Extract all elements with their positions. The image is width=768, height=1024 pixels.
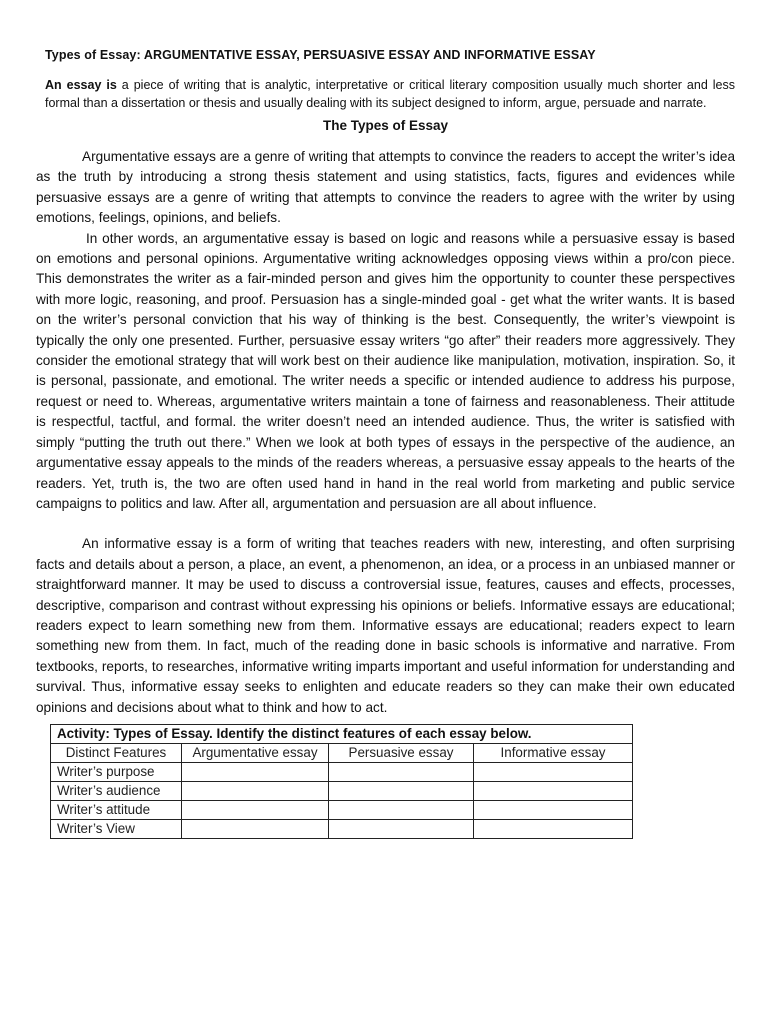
column-header-row <box>51 743 633 762</box>
answer-cell[interactable] <box>474 800 633 819</box>
activity-table <box>50 724 633 839</box>
section-title: The Types of Essay <box>322 118 449 133</box>
answer-cell[interactable] <box>474 762 633 781</box>
answer-cell[interactable] <box>329 781 474 800</box>
row-label-attitude: Writer’s attitude <box>51 800 182 819</box>
document-title: Types of Essay: ARGUMENTATIVE ESSAY, PERSUASIVE ESSAY AND INFORMATIVE ESSAY <box>45 48 596 62</box>
paragraph-informative: An informative essay is a form of writing that teaches readers with new, interesting, and often surprising facts and details about a person, a place, an event, a phenomenon, an idea, or a process in an unbiased manner or straightforward manner. It may be used to discuss a controversial issue, features, causes and effects, processes, descriptive, comparison and contrast without expressing his opinions or beliefs. Informative essays are educational; readers expect to learn something new from them. Informative essays are educational; readers expect to learn something new from them. In fact, much of the reading done in basic schools is informative and narrative. From textbooks, reports, to researches, informative writing imparts important and useful information for understanding and survival. Thus, informative essay seeks to enlighten and educate readers so they can make their own educated opinions and decisions about what to think and how to act. <box>36 536 735 715</box>
row-label-purpose: Writer’s purpose <box>51 762 182 781</box>
column-header-features: Distinct Features <box>51 743 182 762</box>
essay-definition <box>45 76 735 112</box>
definition-text: a piece of writing that is analytic, interpretative or critical literary composition usually much shorter and less formal than a dissertation or thesis and usually dealing with its subject designed to inform, argue, persuade and narrate. <box>45 78 735 110</box>
table-row <box>51 819 633 838</box>
answer-cell[interactable] <box>474 819 633 838</box>
table-row <box>51 781 633 800</box>
column-header-persuasive: Persuasive essay <box>329 743 474 762</box>
column-header-argumentative: Argumentative essay <box>182 743 329 762</box>
answer-cell[interactable] <box>329 819 474 838</box>
paragraph-comparison: In other words, an argumentative essay is based on logic and reasons while a persuasive essay is based on emotions and personal opinions. Argumentative writing acknowledges opposing views within a pro/con piece. This demonstrates the writer as a fair-minded person and gives him the opportunity to counter these perspectives with more logic, reasoning, and proof. Persuasion has a single-minded goal - get what the writer wants. It is based on the writer’s personal conviction that his way of thinking is the best. Consequently, the writer’s viewpoint is typically the only one presented. Further, persuasive essay writers “go after” their readers more aggressively. They consider the emotional strategy that will work best on their audience like manipulation, motivation, inspiration. So, it is personal, passionate, and emotional. The writer needs a specific or intended audience to address his purpose, request or need to. Whereas, argumentative writers maintain a tone of fairness and reasonableness. Their attitude is respectful, tactful, and formal. the writer doesn’t need an intended audience. Thus, the writer is satisfied with simply “putting the truth out there.” When we look at both types of essays in the perspective of the audience, an argumentative essay appeals to the minds of the readers whereas, a persuasive essay appeals to the hearts of the readers. Yet, truth is, the two are often used hand in hand in the real world from marketing and public service campaigns to politics and law. After all, argumentation and persuasion are all about influence. <box>36 230 735 511</box>
answer-cell[interactable] <box>182 800 329 819</box>
answer-cell[interactable] <box>182 781 329 800</box>
column-header-informative: Informative essay <box>474 743 633 762</box>
answer-cell[interactable] <box>182 762 329 781</box>
answer-cell[interactable] <box>329 762 474 781</box>
answer-cell[interactable] <box>329 800 474 819</box>
table-row <box>51 762 633 781</box>
answer-cell[interactable] <box>182 819 329 838</box>
answer-cell[interactable] <box>474 781 633 800</box>
row-label-view: Writer’s View <box>51 819 182 838</box>
row-label-audience: Writer’s audience <box>51 781 182 800</box>
activity-heading-row <box>51 724 633 743</box>
definition-term: An essay is <box>45 78 117 92</box>
paragraph-argumentative-persuasive: Argumentative essays are a genre of writing that attempts to convince the readers to accept the writer’s idea as the truth by introducing a strong thesis statement and using statistics, facts, figures and evidences while persuasive essays are a genre of writing that attempts to convince the readers to agree with the writer by using emotions, feelings, opinions, and beliefs. <box>36 149 735 226</box>
table-row <box>51 800 633 819</box>
activity-heading: Activity: Types of Essay. Identify the distinct features of each essay below. <box>51 724 633 743</box>
